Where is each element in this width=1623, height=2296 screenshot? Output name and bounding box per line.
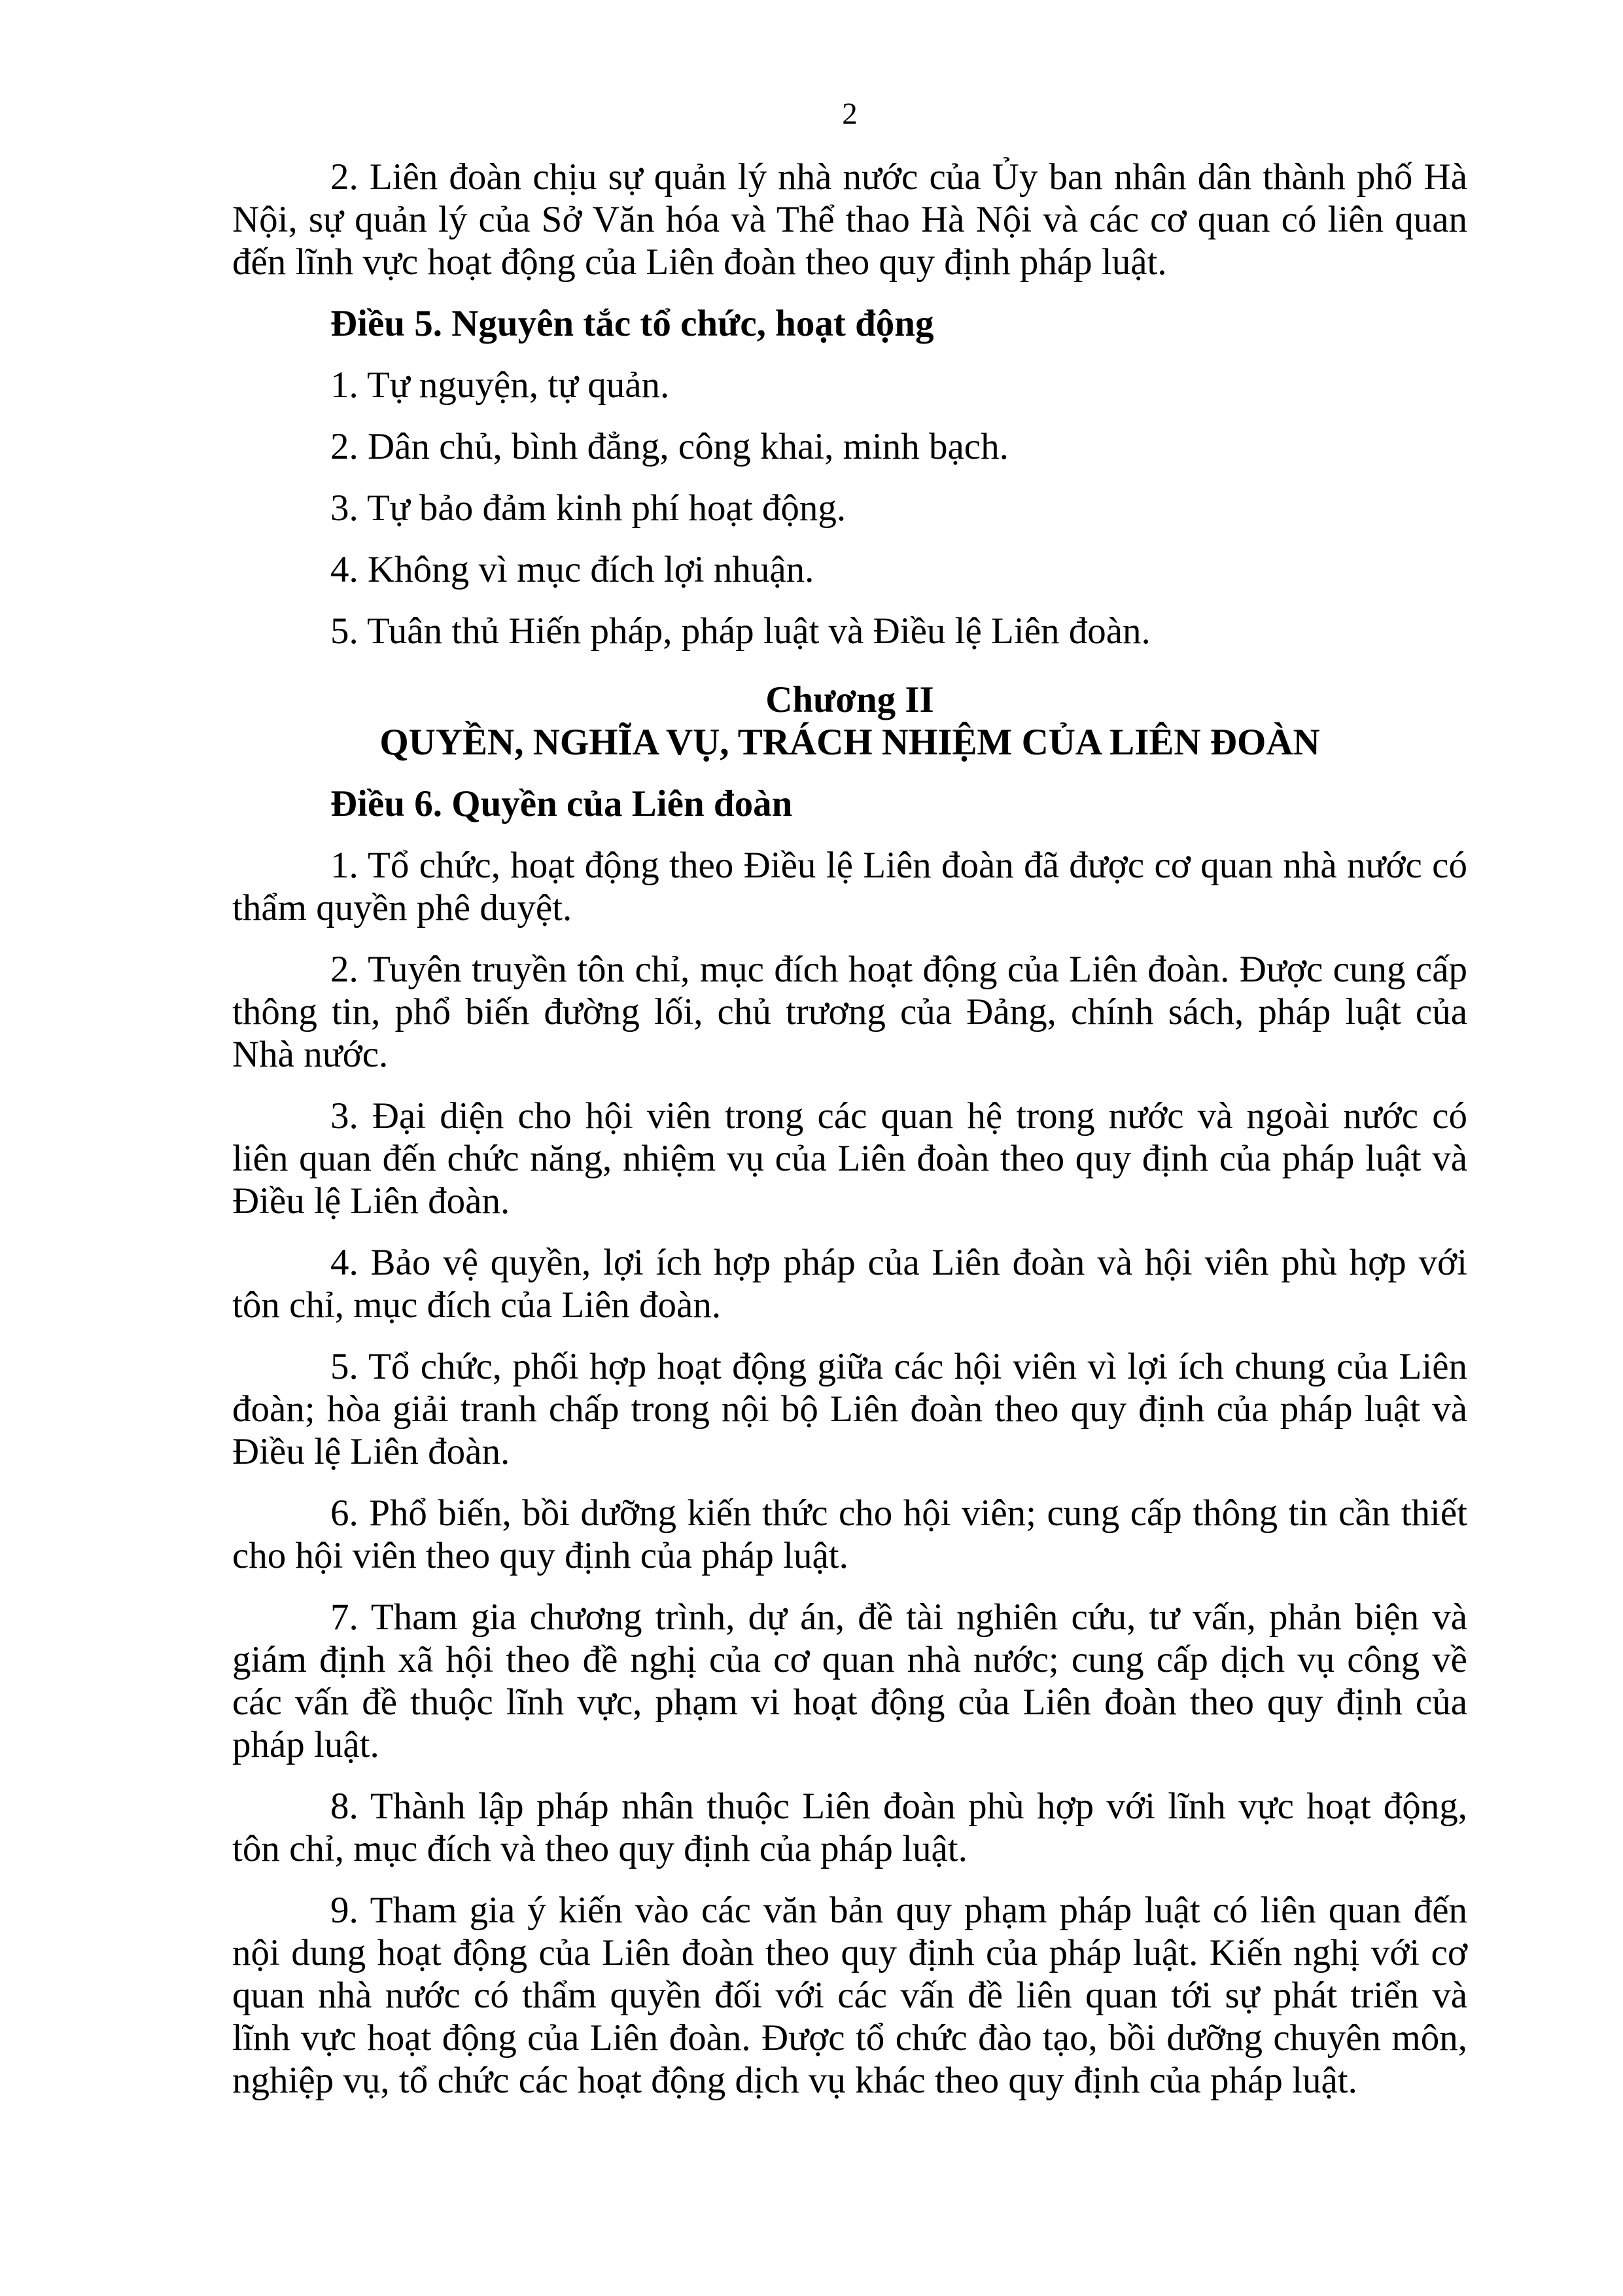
paragraph-line: giám định xã hội theo đề nghị của cơ quan nhà nước; cung cấp dịch vụ công về <box>232 1639 1467 1680</box>
article-6-clause <box>232 1345 1467 1473</box>
paragraph-line: lĩnh vực hoạt động của Liên đoàn. Được tổ chức đào tạo, bồi dưỡng chuyên môn, <box>232 2017 1467 2058</box>
paragraph-line: tôn chỉ, mục đích và theo quy định của pháp luật. <box>232 1828 968 1869</box>
document-body <box>232 156 1467 2102</box>
paragraph-line: Điều lệ Liên đoàn. <box>232 1180 510 1222</box>
paragraph-line: đoàn; hòa giải tranh chấp trong nội bộ Liên đoàn theo quy định của pháp luật và <box>232 1388 1467 1430</box>
list-item: 2. Dân chủ, bình đẳng, công khai, minh bạch. <box>330 426 1009 467</box>
article-6-clause <box>232 1889 1467 2102</box>
list-item: 1. Tự nguyện, tự quản. <box>330 364 670 406</box>
paragraph-line: 6. Phổ biến, bồi dưỡng kiến thức cho hội viên; cung cấp thông tin cần thiết <box>330 1492 1467 1534</box>
article-5-heading: Điều 5. Nguyên tắc tổ chức, hoạt động <box>330 303 934 344</box>
paragraph-line: 2. Tuyên truyền tôn chỉ, mục đích hoạt động của Liên đoàn. Được cung cấp <box>330 949 1467 990</box>
paragraph-line: nội dung hoạt động của Liên đoàn theo quy định của pháp luật. Kiến nghị với cơ <box>232 1932 1467 1973</box>
paragraph-line: các vấn đề thuộc lĩnh vực, phạm vi hoạt động của Liên đoàn theo quy định của <box>232 1682 1467 1723</box>
list-item: 4. Không vì mục đích lợi nhuận. <box>330 549 814 590</box>
paragraph-line: cho hội viên theo quy định của pháp luật. <box>232 1535 848 1576</box>
paragraph-line: đến lĩnh vực hoạt động của Liên đoàn theo quy định pháp luật. <box>232 241 1167 283</box>
paragraph-line: Điều lệ Liên đoàn. <box>232 1431 510 1472</box>
paragraph-line: 4. Bảo vệ quyền, lợi ích hợp pháp của Liên đoàn và hội viên phù hợp với <box>330 1242 1467 1283</box>
article-6-clause <box>232 1785 1467 1870</box>
list-item: 5. Tuân thủ Hiến pháp, pháp luật và Điều lệ Liên đoàn. <box>330 610 1151 652</box>
article-6-clause <box>232 844 1467 929</box>
paragraph-line: 3. Đại diện cho hội viên trong các quan hệ trong nước và ngoài nước có <box>330 1095 1467 1137</box>
paragraph-line: thông tin, phổ biến đường lối, chủ trương của Đảng, chính sách, pháp luật của <box>232 991 1467 1033</box>
paragraph-line: pháp luật. <box>232 1724 379 1765</box>
article-6-clause <box>232 1095 1467 1222</box>
paragraph-line: Nhà nước. <box>232 1034 389 1075</box>
paragraph-line: liên quan đến chức năng, nhiệm vụ của Liên đoàn theo quy định của pháp luật và <box>232 1138 1467 1179</box>
paragraph-line: 8. Thành lập pháp nhân thuộc Liên đoàn phù hợp với lĩnh vực hoạt động, <box>330 1786 1467 1827</box>
article-5-item <box>232 425 1467 468</box>
article-5-item <box>232 487 1467 529</box>
article-6-heading: Điều 6. Quyền của Liên đoàn <box>330 783 793 824</box>
intro-paragraph <box>232 156 1467 283</box>
paragraph-line: 7. Tham gia chương trình, dự án, đề tài nghiên cứu, tư vấn, phản biện và <box>330 1597 1467 1638</box>
chapter-heading <box>232 679 1467 764</box>
paragraph-line: Nội, sự quản lý của Sở Văn hóa và Thể thao Hà Nội và các cơ quan có liên quan <box>232 199 1467 240</box>
paragraph-line: tôn chỉ, mục đích của Liên đoàn. <box>232 1284 722 1326</box>
article-5-item <box>232 610 1467 652</box>
article-6-body <box>232 844 1467 2102</box>
paragraph-line: thẩm quyền phê duyệt. <box>232 887 572 928</box>
paragraph-line: quan nhà nước có thẩm quyền đối với các vấn đề liên quan tới sự phát triển và <box>232 1975 1467 2016</box>
chapter-number: Chương II <box>765 679 934 720</box>
chapter-title: QUYỀN, NGHĨA VỤ, TRÁCH NHIỆM CỦA LIÊN ĐOÀN <box>379 722 1320 763</box>
article-6-clause <box>232 1241 1467 1326</box>
article-6-clause <box>232 1596 1467 1766</box>
list-item: 3. Tự bảo đảm kinh phí hoạt động. <box>330 487 846 529</box>
page-number: 2 <box>842 97 858 131</box>
paragraph-line: 1. Tổ chức, hoạt động theo Điều lệ Liên đoàn đã được cơ quan nhà nước có <box>330 845 1467 886</box>
article-5-item <box>232 548 1467 591</box>
paragraph-line: 5. Tổ chức, phối hợp hoạt động giữa các hội viên vì lợi ích chung của Liên <box>330 1346 1467 1387</box>
paragraph-line: 9. Tham gia ý kiến vào các văn bản quy phạm pháp luật có liên quan đến <box>330 1890 1467 1931</box>
paragraph-line: 2. Liên đoàn chịu sự quản lý nhà nước của Ủy ban nhân dân thành phố Hà <box>330 156 1467 198</box>
paragraph-line: nghiệp vụ, tổ chức các hoạt động dịch vụ khác theo quy định của pháp luật. <box>232 2060 1357 2101</box>
article-5-item <box>232 364 1467 406</box>
article-6-clause <box>232 1492 1467 1577</box>
article-6-clause <box>232 948 1467 1076</box>
